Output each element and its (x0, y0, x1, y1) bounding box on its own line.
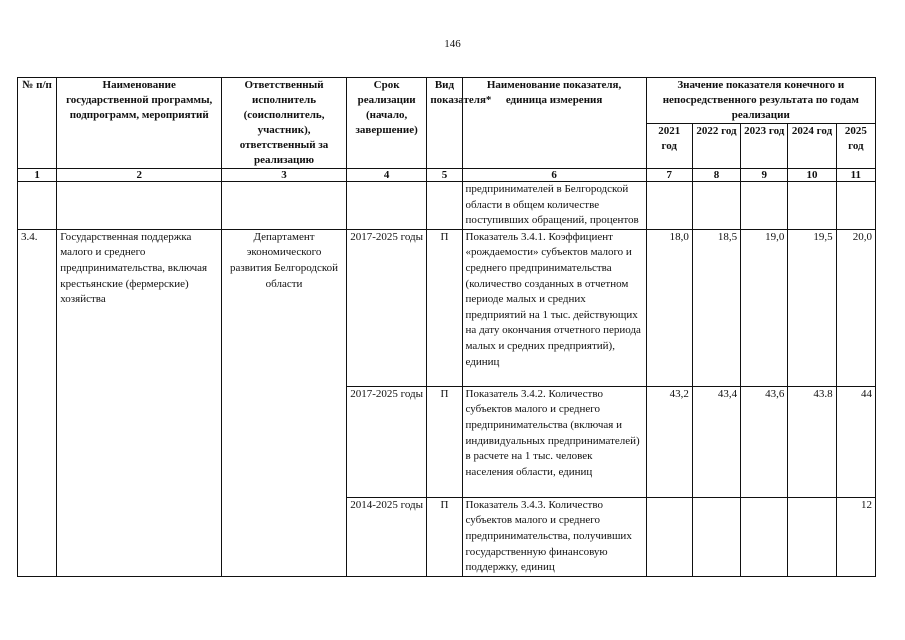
row-indicator: Показатель 3.4.1. Коэффициент «рождаемости» субъектов малого и среднего предпринимательства (количество созданных в отчетном периоде малых и средних предприятий на 1 тыс. действующих на дату окончания отчетного периода малых и средних предприятий), единиц (462, 229, 646, 386)
value-2021: 18,0 (646, 229, 692, 386)
value-2021 (646, 497, 692, 576)
value-2025: 20,0 (836, 229, 875, 386)
continuation-row (18, 182, 876, 230)
row-indicator: Показатель 3.4.2. Количество субъектов малого и среднего предпринимательства (включая и индивидуальных предпринимателей) в расчете на 1 тыс. человек населения области, единиц (462, 386, 646, 497)
row-period: 2017-2025 годы (346, 229, 426, 386)
section-name: Государственная поддержка малого и среднего предпринимательства, включая крестьянские (фермерские) хозяйства (57, 229, 222, 576)
section-executor: Департамент экономического развития Белгородской области (222, 229, 347, 576)
header-year-2024: 2024 год (788, 124, 836, 169)
table-row (18, 229, 876, 386)
header-values-group: Значение показателя конечного и непосредственного результата по годам реализации (646, 78, 875, 124)
column-number: 7 (646, 169, 692, 182)
row-kind: П (427, 497, 462, 576)
continuation-indicator: предпринимателей в Белгородской области в общем количестве поступивших обращений, процентов (462, 182, 646, 230)
row-kind: П (427, 386, 462, 497)
value-2021: 43,2 (646, 386, 692, 497)
value-2022: 18,5 (692, 229, 740, 386)
column-number: 8 (692, 169, 740, 182)
header-period: Срок реализации (начало, завершение) (346, 78, 426, 169)
row-period: 2017-2025 годы (346, 386, 426, 497)
header-year-2025: 2025 год (836, 124, 875, 169)
value-2025: 44 (836, 386, 875, 497)
header-year-2023: 2023 год (741, 124, 788, 169)
value-2025: 12 (836, 497, 875, 576)
column-number: 5 (427, 169, 462, 182)
header-year-2022: 2022 год (692, 124, 740, 169)
row-kind: П (427, 229, 462, 386)
value-2023 (741, 497, 788, 576)
header-name: Наименование государственной программы, подпрограмм, мероприятий (57, 78, 222, 169)
column-number: 4 (346, 169, 426, 182)
column-number: 10 (788, 169, 836, 182)
value-2023: 19,0 (741, 229, 788, 386)
header-indicator: Наименование показателя, единица измерения (462, 78, 646, 169)
value-2022 (692, 497, 740, 576)
header-year-2021: 2021 год (646, 124, 692, 169)
value-2024: 19,5 (788, 229, 836, 386)
header-executor: Ответственный исполнитель (соисполнитель, участник), ответственный за реализацию (222, 78, 347, 169)
header-num: № п/п (18, 78, 57, 169)
column-number: 3 (222, 169, 347, 182)
row-period: 2014-2025 годы (346, 497, 426, 576)
header-kind: Вид показателя* (427, 78, 462, 169)
row-indicator: Показатель 3.4.3. Количество субъектов малого и среднего предпринимательства, получивших государственную финансовую поддержку, единиц (462, 497, 646, 576)
column-number: 2 (57, 169, 222, 182)
column-number: 6 (462, 169, 646, 182)
page-number: 146 (444, 38, 461, 50)
header-row-1 (18, 78, 876, 124)
indicator-table (17, 77, 876, 577)
section-number: 3.4. (18, 229, 57, 576)
column-number-row (18, 169, 876, 182)
value-2024 (788, 497, 836, 576)
column-number: 11 (836, 169, 875, 182)
column-number: 1 (18, 169, 57, 182)
column-number: 9 (741, 169, 788, 182)
value-2024: 43.8 (788, 386, 836, 497)
value-2022: 43,4 (692, 386, 740, 497)
value-2023: 43,6 (741, 386, 788, 497)
